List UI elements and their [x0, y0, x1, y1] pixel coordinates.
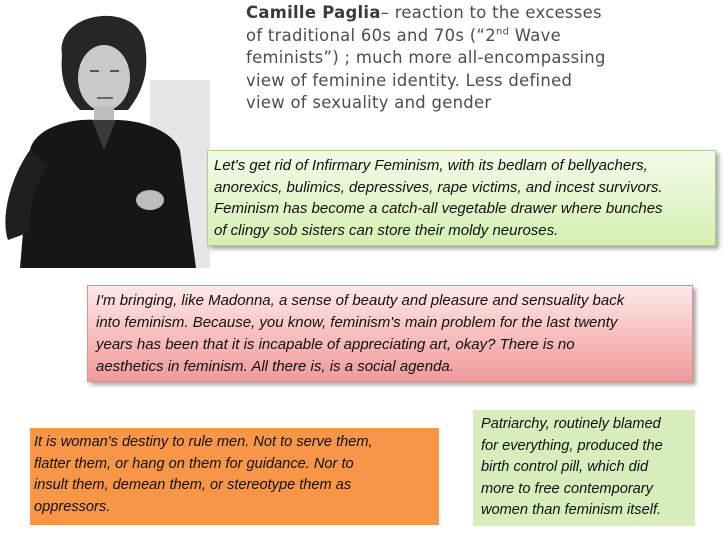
quote-line: birth control pill, which did	[481, 459, 649, 476]
heading-line-3: feminists”) ; much more all-encompassing	[246, 48, 606, 67]
quote-box-infirmary-feminism	[207, 150, 716, 246]
quote-line: Patriarchy, routinely blamed	[481, 416, 661, 432]
heading-line-1-rest: – reaction to the excesses	[380, 3, 602, 22]
heading-text	[246, 2, 656, 115]
quote-line: into feminism. Because, you know, feminism's main problem for the last twenty	[96, 314, 618, 331]
quote-line: It is woman's destiny to rule men. Not to serve them,	[34, 434, 373, 450]
quote-line: Let's get rid of Infirmary Feminism, with its bedlam of bellyachers,	[214, 157, 648, 174]
heading-line-2	[246, 25, 656, 48]
heading-line-2-post: Wave	[509, 25, 561, 45]
heading-line-5: view of sexuality and gender	[246, 93, 492, 112]
quote-line: of clingy sob sisters can store their moldy neuroses.	[214, 221, 559, 239]
quote-line: more to free contemporary	[481, 480, 653, 497]
quote-box-womans-destiny	[30, 428, 439, 525]
portrait-photo	[0, 0, 210, 268]
quote-line: years has been that it is incapable of appreciating art, okay? There is no	[96, 336, 575, 353]
quote-line: flatter them, or hang on them for guidance. Nor to	[34, 455, 354, 472]
quote-line: oppressors.	[34, 498, 111, 515]
quote-box-madonna	[87, 285, 693, 382]
heading-line-1	[246, 2, 656, 25]
heading-line-4: view of feminine identity. Less defined	[246, 70, 573, 90]
quote-line: for everything, produced the	[481, 437, 663, 454]
quote-line: aesthetics in feminism. All there is, is a social agenda.	[96, 358, 454, 375]
quote-line: I'm bringing, like Madonna, a sense of beauty and pleasure and sensuality back	[96, 292, 625, 309]
quote-line: insult them, demean them, or stereotype them as	[34, 477, 352, 494]
quote-line: women than feminism itself.	[481, 502, 662, 519]
quote-line: anorexics, bulimics, depressives, rape victims, and incest survivors.	[214, 178, 663, 196]
heading-superscript: nd	[495, 26, 510, 38]
heading-line-2-pre: of traditional 60s and 70s (“2	[246, 25, 496, 45]
portrait-illustration	[0, 0, 210, 268]
quote-box-patriarchy	[473, 410, 695, 526]
author-name: Camille Paglia	[246, 3, 381, 22]
quote-line: Feminism has become a catch-all vegetable drawer where bunches	[214, 200, 663, 217]
